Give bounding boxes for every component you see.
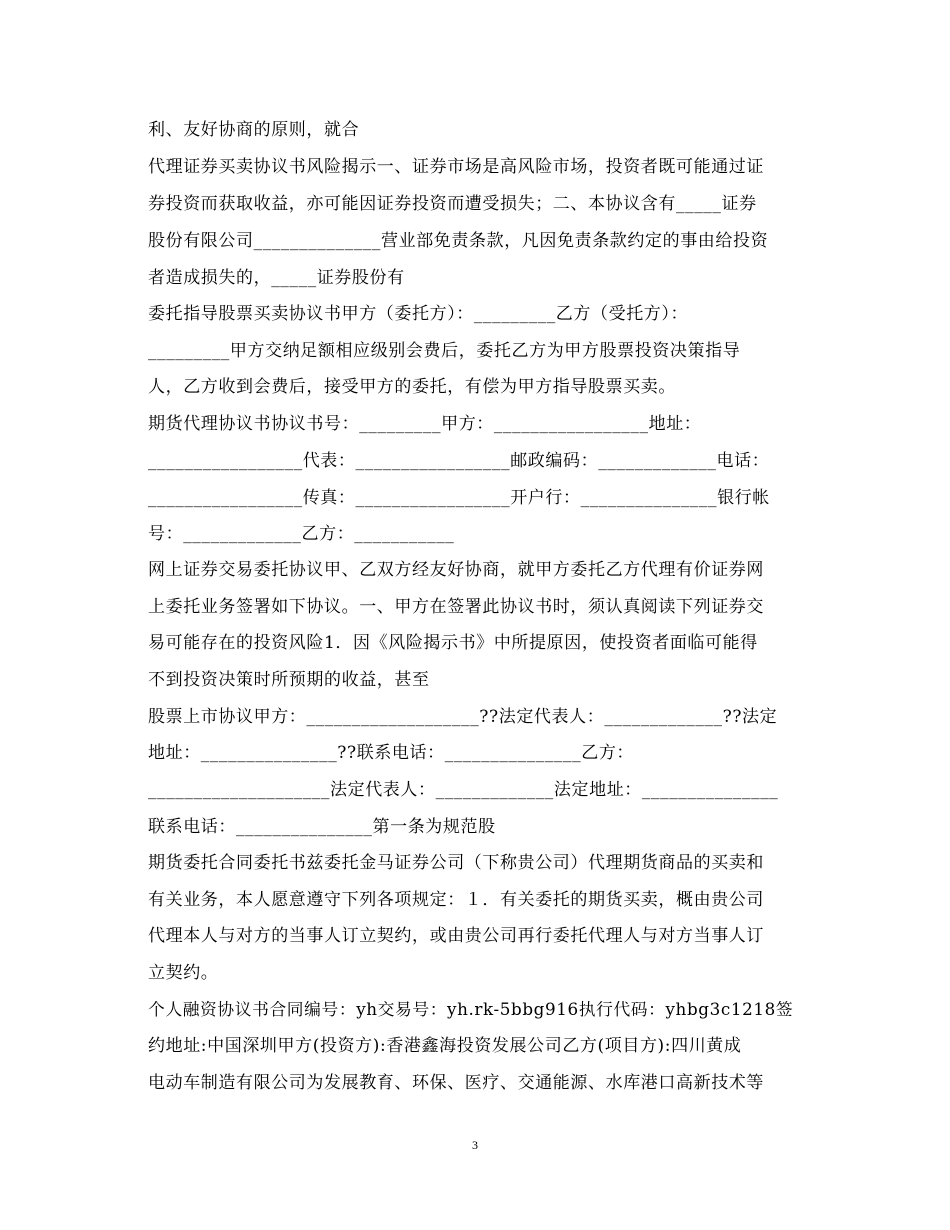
text-line: 委托指导股票买卖协议书甲方（委托方）：_________乙方（受托方）： <box>148 304 689 324</box>
text-line: 易可能存在的投资风险1．因《风险揭示书》中所提原因，使投资者面临可能得 <box>148 633 758 653</box>
text-line: _________________传真：_________________开户行：_______________银行帐 <box>148 488 770 508</box>
text-line: 地址：_______________??联系电话：_______________乙方： <box>148 743 635 763</box>
text-line: 立契约。 <box>148 963 219 983</box>
text-line: 电动车制造有限公司为发展教育、环保、医疗、交通能源、水库港口高新技术等 <box>148 1073 764 1093</box>
text-line: 个人融资协议书合同编号：yh交易号：yh.rk-5bbg916执行代码：yhbg3c1218签 <box>148 999 794 1019</box>
text-line: 代理本人与对方的当事人订立契约，或由贵公司再行委托代理人与对方当事人订 <box>148 926 764 946</box>
text-line: 号：_____________乙方：___________ <box>148 524 455 544</box>
text-line: 期货委托合同委托书兹委托金马证券公司（下称贵公司）代理期货商品的买卖和 <box>148 853 764 873</box>
text-line: 人，乙方收到会费后，接受甲方的委托，有偿为甲方指导股票买卖。 <box>148 377 676 397</box>
text-line: 联系电话：_______________第一条为规范股 <box>148 817 496 837</box>
text-line: 股份有限公司______________营业部免责条款，凡因免责条款约定的事由给投资 <box>148 231 769 251</box>
text-line: 券投资而获取收益，亦可能因证券投资而遭受损失；二、本协议含有_____证券 <box>148 194 757 214</box>
text-line: 网上证券交易委托协议甲、乙双方经友好协商，就甲方委托乙方代理有价证券网 <box>148 560 764 580</box>
text-line: 不到投资决策时所预期的收益，甚至 <box>148 670 430 690</box>
text-line: ____________________法定代表人：_____________法定地址：_______________ <box>148 780 779 800</box>
text-line: 约地址:中国深圳甲方(投资方):香港鑫海投资发展公司乙方(项目方):四川黄成 <box>148 1036 742 1056</box>
text-line: 上委托业务签署如下协议。一、甲方在签署此协议书时，须认真阅读下列证券交 <box>148 597 764 617</box>
text-line: 期货代理协议书协议书号：_________甲方：_________________地址： <box>148 414 702 434</box>
text-line: _________________代表：_________________邮政编码：_____________电话： <box>148 451 770 471</box>
text-line: _________甲方交纳足额相应级别会费后，委托乙方为甲方股票投资决策指导 <box>148 341 741 361</box>
text-line: 代理证券买卖协议书风险揭示一、证券市场是高风险市场，投资者既可能通过证 <box>148 157 764 177</box>
page-number: 3 <box>472 1138 478 1152</box>
text-line: 者造成损失的，_____证券股份有 <box>148 268 405 288</box>
text-line: 利、友好协商的原则，就合 <box>148 120 360 140</box>
text-line: 有关业务，本人愿意遵守下列各项规定：１．有关委托的期货买卖，概由贵公司 <box>148 890 764 910</box>
text-line: 股票上市协议甲方：___________________??法定代表人：_____________??法定 <box>148 707 778 727</box>
